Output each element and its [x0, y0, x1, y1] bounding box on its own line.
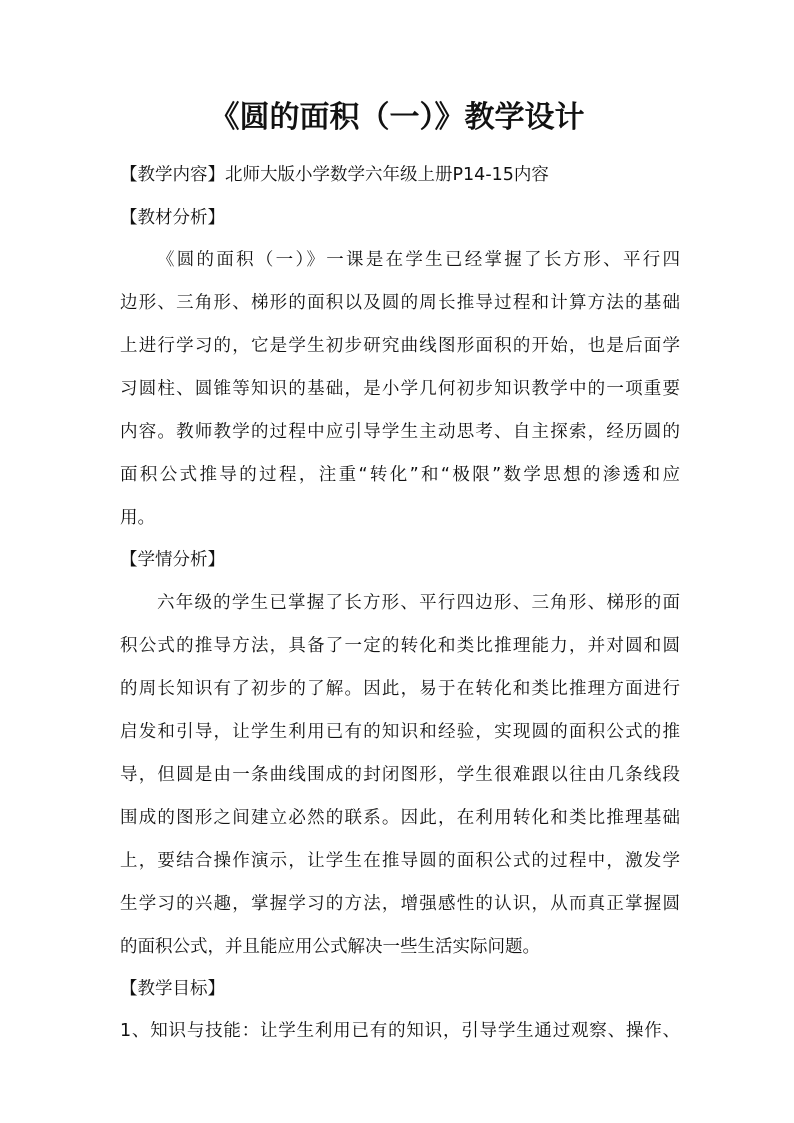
paragraph-line: 1、知识与技能：让学生利用已有的知识，引导学生通过观察、操作、 [120, 1021, 680, 1041]
paragraph-line: 六年级的学生已掌握了长方形、平行四边形、三角形、梯形的面 [157, 593, 680, 613]
paragraph-line: 启发和引导，让学生利用已有的知识和经验，实现圆的面积公式的推 [120, 722, 680, 742]
paragraph-line: 习圆柱、圆锥等知识的基础，是小学几何初步知识教学中的一项重要 [120, 379, 680, 399]
paragraph-line: 边形、三角形、梯形的面积以及圆的周长推导过程和计算方法的基础 [120, 293, 680, 313]
paragraph-line: 的面积公式，并且能应用公式解决一些生活实际问题。 [120, 937, 540, 957]
paragraph-line: 内容。教师教学的过程中应引导学生主动思考、自主探索，经历圆的 [120, 422, 680, 442]
paragraph-line: 导，但圆是由一条曲线围成的封闭图形，学生很难跟以往由几条线段 [120, 765, 680, 785]
paragraph-line: 用。 [120, 508, 155, 528]
learning-analysis-heading: 【学情分析】 [120, 550, 225, 570]
teaching-content-line: 【教学内容】北师大版小学数学六年级上册P14-15内容 [120, 165, 549, 185]
paragraph-line: 面积公式推导的过程，注重“转化”和“极限”数学思想的渗透和应 [120, 465, 680, 485]
teaching-goals-heading: 【教学目标】 [120, 979, 225, 999]
paragraph-line: 围成的图形之间建立必然的联系。因此，在利用转化和类比推理基础 [120, 808, 680, 828]
document-title: 《圆的面积（一）》教学设计 [209, 100, 585, 135]
paragraph-line: 生学习的兴趣，掌握学习的方法，增强感性的认识，从而真正掌握圆 [120, 894, 680, 914]
paragraph-line: 上，要结合操作演示，让学生在推导圆的面积公式的过程中，激发学 [120, 851, 680, 871]
textbook-analysis-heading: 【教材分析】 [120, 208, 225, 228]
paragraph-line: 积公式的推导方法，具备了一定的转化和类比推理能力，并对圆和圆 [120, 636, 680, 656]
paragraph-line: 上进行学习的，它是学生初步研究曲线图形面积的开始，也是后面学 [120, 336, 680, 356]
paragraph-line: 《圆的面积（一）》一课是在学生已经掌握了长方形、平行四 [157, 250, 680, 270]
paragraph-line: 的周长知识有了初步的了解。因此，易于在转化和类比推理方面进行 [120, 679, 680, 699]
